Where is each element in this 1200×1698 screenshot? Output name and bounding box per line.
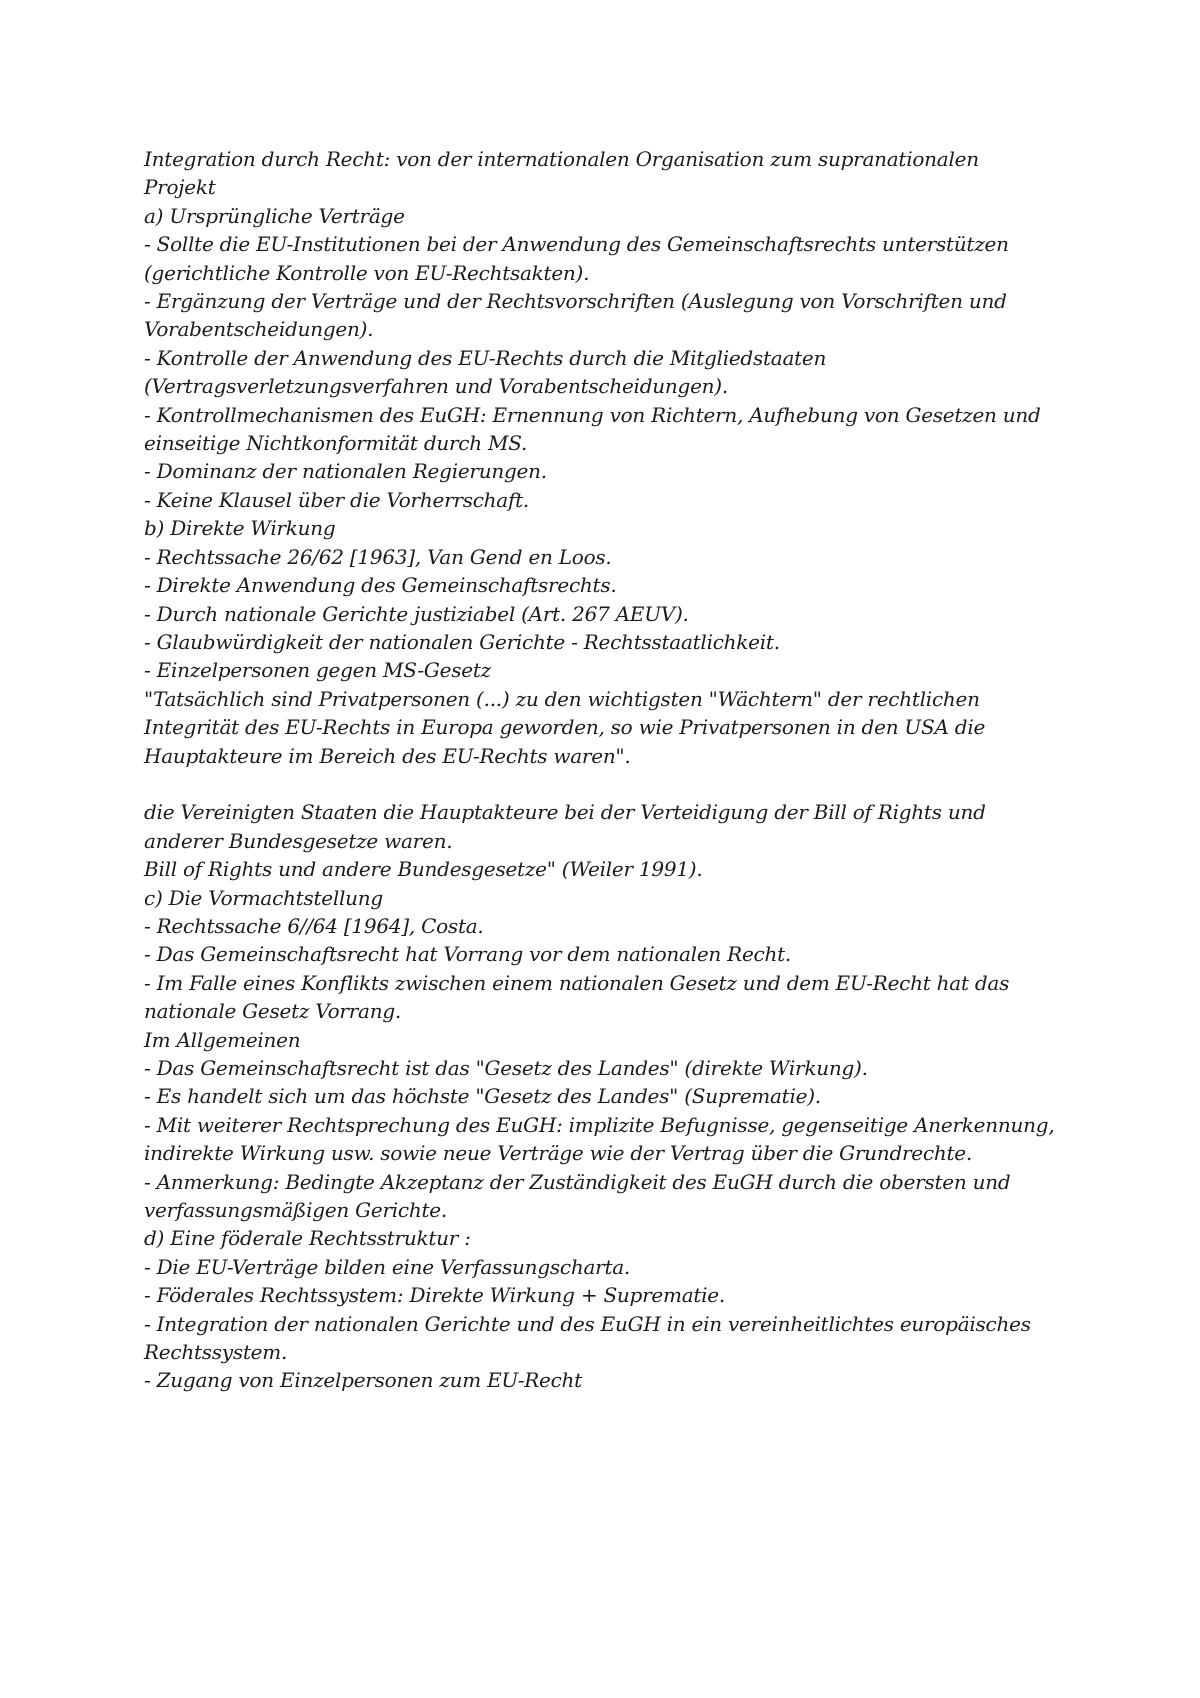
text-line: - Integration der nationalen Gerichte und des EuGH in ein vereinheitlichtes europäisches xyxy=(144,1311,1031,1336)
text-line: einseitige Nichtkonformität durch MS. xyxy=(144,431,528,456)
text-line: - Im Falle eines Konflikts zwischen einem nationalen Gesetz und dem EU-Recht hat das xyxy=(144,970,1010,995)
text-line: - Ergänzung der Verträge und der Rechtsvorschriften (Auslegung von Vorschriften und xyxy=(144,289,1007,314)
text-line: - Einzelpersonen gegen MS-Gesetz xyxy=(144,658,491,683)
text-line: - Dominanz der nationalen Regierungen. xyxy=(144,459,547,484)
text-line: - Kontrollmechanismen des EuGH: Ernennung von Richtern, Aufhebung von Gesetzen und xyxy=(144,402,1041,427)
text-line: - Föderales Rechtssystem: Direkte Wirkung + Suprematie. xyxy=(144,1283,725,1308)
text-line: - Kontrolle der Anwendung des EU-Rechts durch die Mitgliedstaaten xyxy=(144,345,827,370)
text-line: (gerichtliche Kontrolle von EU-Rechtsakten). xyxy=(144,260,590,285)
text-line: anderer Bundesgesetze waren. xyxy=(144,828,453,853)
text-line: c) Die Vormachtstellung xyxy=(144,885,383,910)
text-line: Im Allgemeinen xyxy=(144,1027,301,1052)
text-line: Rechtssystem. xyxy=(144,1340,288,1365)
text-line: - Keine Klausel über die Vorherrschaft. xyxy=(144,487,530,512)
text-line: - Die EU-Verträge bilden eine Verfassungscharta. xyxy=(144,1254,631,1279)
text-line: - Zugang von Einzelpersonen zum EU-Recht xyxy=(144,1368,582,1393)
text-line: Integrität des EU-Rechts in Europa geworden, so wie Privatpersonen in den USA die xyxy=(144,715,986,740)
text-line: - Das Gemeinschaftsrecht hat Vorrang vor dem nationalen Recht. xyxy=(144,942,792,967)
text-line: - Durch nationale Gerichte justiziabel (Art. 267 AEUV). xyxy=(144,601,689,626)
text-line: - Direkte Anwendung des Gemeinschaftsrechts. xyxy=(144,573,617,598)
text-line: - Sollte die EU-Institutionen bei der Anwendung des Gemeinschaftsrechts unterstützen xyxy=(144,232,1009,257)
text-line: d) Eine föderale Rechtsstruktur : xyxy=(144,1226,471,1251)
text-line: (Vertragsverletzungsverfahren und Vorabentscheidungen). xyxy=(144,374,728,399)
text-line: die Vereinigten Staaten die Hauptakteure bei der Verteidigung der Bill of Rights und xyxy=(144,800,986,825)
text-line: "Tatsächlich sind Privatpersonen (...) zu den wichtigsten "Wächtern" der rechtlichen xyxy=(144,686,980,711)
text-line: nationale Gesetz Vorrang. xyxy=(144,999,402,1024)
text-line: Integration durch Recht: von der internationalen Organisation zum supranationalen xyxy=(144,147,979,171)
text-line: Hauptakteure im Bereich des EU-Rechts waren". xyxy=(144,743,631,768)
text-line: - Anmerkung: Bedingte Akzeptanz der Zuständigkeit des EuGH durch die obersten und xyxy=(144,1169,1011,1194)
text-line: b) Direkte Wirkung xyxy=(144,516,336,541)
text-line: Bill of Rights und andere Bundesgesetze" (Weiler 1991). xyxy=(144,857,703,882)
text-line: - Rechtssache 6//64 [1964], Costa. xyxy=(144,913,484,938)
text-line: Vorabentscheidungen). xyxy=(144,317,374,342)
text-line: - Es handelt sich um das höchste "Gesetz des Landes" (Suprematie). xyxy=(144,1084,821,1109)
text-line: a) Ursprüngliche Verträge xyxy=(144,203,405,228)
text-line: - Rechtssache 26/62 [1963], Van Gend en Loos. xyxy=(144,544,612,569)
text-line: indirekte Wirkung usw. sowie neue Verträge wie der Vertrag über die Grundrechte. xyxy=(144,1141,972,1166)
text-line: - Das Gemeinschaftsrecht ist das "Gesetz des Landes" (direkte Wirkung). xyxy=(144,1055,868,1080)
text-line: - Mit weiterer Rechtsprechung des EuGH: implizite Befugnisse, gegenseitige Anerkennung, xyxy=(144,1112,1055,1137)
text-line: - Glaubwürdigkeit der nationalen Gerichte - Rechtsstaatlichkeit. xyxy=(144,629,780,654)
blank-line xyxy=(144,770,1064,798)
text-line: Projekt xyxy=(144,175,216,200)
document-body xyxy=(144,145,1064,1395)
text-line: verfassungsmäßigen Gerichte. xyxy=(144,1198,447,1223)
